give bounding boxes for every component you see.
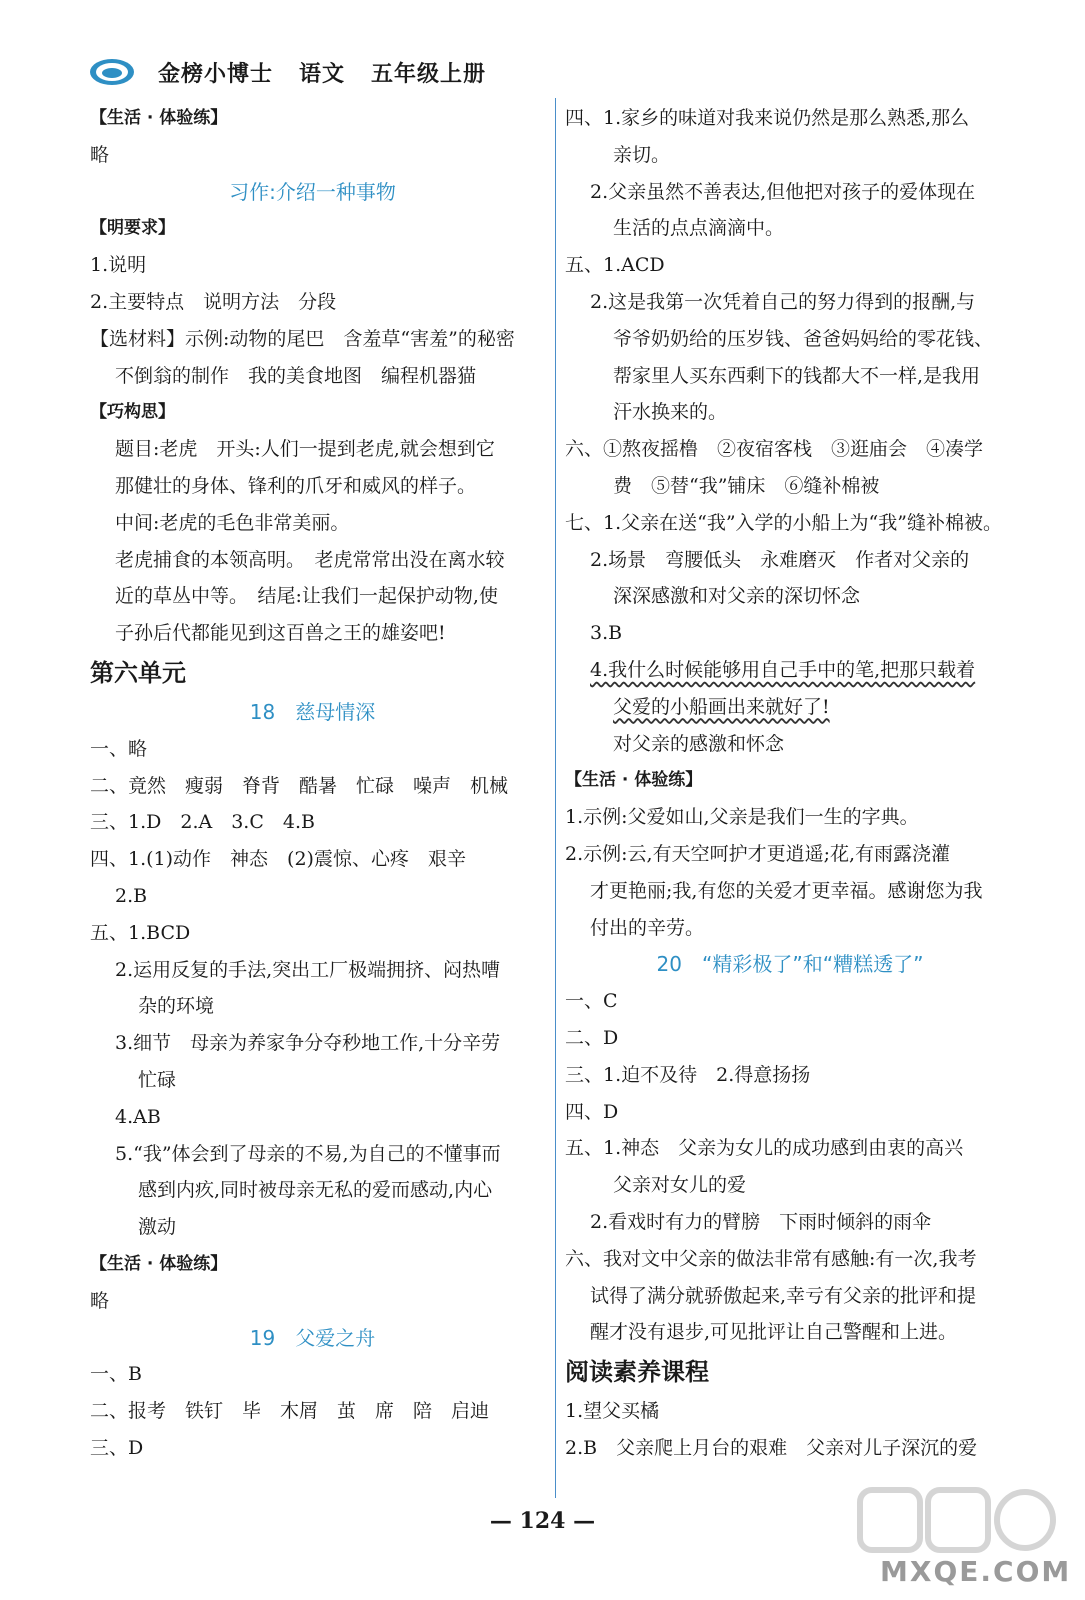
left-line: 4.AB (115, 1105, 161, 1128)
left-line: 子孙后代都能见到这百兽之王的雄姿吧! (115, 622, 446, 645)
right-line: 汗水换来的。 (613, 401, 728, 424)
right-line: 付出的辛劳。 (590, 916, 705, 939)
right-line: 2.示例:云,有天空呵护才更逍遥;花,有雨露浇灌 (565, 842, 951, 865)
left-line: 3.细节 母亲为养家争分夺秒地工作,十分辛劳 (115, 1032, 501, 1055)
left-line: 忙碌 (138, 1068, 177, 1091)
left-line: 杂的环境 (138, 995, 215, 1018)
watermark-text: MXQE.COM (880, 1555, 1072, 1588)
right-line: 试得了满分就骄傲起来,幸亏有父亲的批评和提 (590, 1284, 977, 1307)
right-line: 父亲对女儿的爱 (613, 1174, 747, 1197)
left-line: 5.“我”体会到了母亲的不易,为自己的不懂事而 (115, 1142, 501, 1165)
left-line: 2.运用反复的手法,突出工厂极端拥挤、闷热嘈 (115, 958, 501, 981)
right-line: 五、1.ACD (565, 254, 665, 277)
right-line: 2.这是我第一次凭着自己的努力得到的报酬,与 (590, 290, 976, 313)
left-line: 二、报考 铁钉 毕 木屑 茧 席 陪 启迪 (90, 1400, 490, 1423)
left-line: 2.B (115, 884, 148, 907)
left-line: 18 慈母情深 (249, 699, 376, 724)
right-line: 二、D (565, 1026, 619, 1049)
right-line: 3.B (590, 622, 623, 645)
left-line: 【生活 · 体验练】 (90, 108, 228, 128)
page-header (88, 52, 486, 92)
left-line: 习作:介绍一种事物 (229, 179, 396, 204)
left-line: 近的草丛中等。 结尾:让我们一起保护动物,使 (115, 585, 498, 608)
left-line: 四、1.(1)动作 神态 (2)震惊、心疼 艰辛 (90, 848, 466, 871)
right-line: 2.父亲虽然不善表达,但他把对孩子的爱体现在 (590, 180, 976, 203)
right-line: 1.望父买橘 (565, 1400, 660, 1423)
book-name: 金榜小博士 (158, 61, 274, 87)
right-line: 三、1.迫不及待 2.得意扬扬 (565, 1063, 811, 1086)
left-line: 不倒翁的制作 我的美食地图 编程机器猫 (115, 364, 477, 387)
right-line: 五、1.神态 父亲为女儿的成功感到由衷的高兴 (565, 1137, 964, 1160)
left-line: 三、1.D 2.A 3.C 4.B (90, 811, 315, 834)
left-line: 一、略 (90, 737, 148, 760)
left-line: 略 (90, 143, 110, 166)
left-line: 三、D (90, 1436, 144, 1459)
left-line: 1.说明 (90, 254, 147, 277)
logo-icon (88, 57, 136, 87)
right-line: 一、C (565, 990, 618, 1013)
right-line: 爷爷奶奶给的压岁钱、爸爸妈妈给的零花钱、 (613, 327, 994, 350)
right-line: 帮家里人买东西剩下的钱都大不一样,是我用 (613, 364, 981, 387)
right-line: 阅读素养课程 (565, 1358, 709, 1387)
column-divider (555, 98, 556, 1498)
right-line: 四、D (565, 1100, 619, 1123)
left-line: 一、B (90, 1363, 142, 1386)
page-number: — 124 — (489, 1508, 596, 1534)
left-line: 中间:老虎的毛色非常美丽。 (115, 511, 350, 534)
left-line: 【选材料】示例:动物的尾巴 含羞草“害羞”的秘密 (90, 327, 515, 350)
left-column (90, 100, 535, 1467)
grade-name: 五年级上册 (371, 61, 487, 87)
left-line: 题目:老虎 开头:人们一提到老虎,就会想到它 (115, 438, 495, 461)
right-line: 对父亲的感激和怀念 (613, 732, 785, 755)
right-line: 2.B 父亲爬上月台的艰难 父亲对儿子深沉的爱 (565, 1436, 978, 1459)
left-line: 二、竟然 瘦弱 脊背 酷暑 忙碌 噪声 机械 (90, 774, 509, 797)
right-line: 六、我对文中父亲的做法非常有感触:有一次,我考 (565, 1247, 977, 1270)
right-line: 四、1.家乡的味道对我来说仍然是那么熟悉,那么 (565, 107, 970, 129)
left-line: 那健壮的身体、锋利的爪牙和威风的样子。 (115, 474, 477, 497)
right-line: 深深感激和对父亲的深切怀念 (613, 585, 861, 608)
right-line: 亲切。 (613, 143, 671, 166)
right-line: 4.我什么时候能够用自己手中的笔,把那只载着 (590, 658, 976, 681)
left-line: 略 (90, 1289, 110, 1312)
right-line: 才更艳丽;我,有您的关爱才更幸福。感谢您为我 (590, 879, 983, 902)
right-line: 2.场景 弯腰低头 永难磨灭 作者对父亲的 (590, 548, 970, 571)
left-line: 【巧构思】 (90, 402, 175, 423)
left-line: 老虎捕食的本领高明。 老虎常常出没在离水较 (115, 548, 505, 571)
right-line: 醒才没有退步,可见批评让自己警醒和上进。 (590, 1321, 958, 1344)
left-line: 【明要求】 (90, 218, 175, 239)
right-line: 20 “精彩极了”和“糟糕透了” (656, 952, 924, 977)
right-line: 【生活 · 体验练】 (565, 770, 703, 791)
right-line: 生活的点点滴滴中。 (613, 217, 785, 240)
right-line: 1.示例:父爱如山,父亲是我们一生的字典。 (565, 806, 919, 829)
left-line: 五、1.BCD (90, 921, 191, 944)
right-line: 七、1.父亲在送“我”入学的小船上为“我”缝补棉被。 (565, 511, 1002, 534)
right-line: 费 ⑤替“我”铺床 ⑥缝补棉被 (613, 474, 880, 497)
right-line: 2.看戏时有力的臂膀 下雨时倾斜的雨伞 (590, 1210, 932, 1233)
left-line: 激动 (138, 1216, 177, 1239)
subject-name: 语文 (299, 61, 346, 87)
left-line: 【生活 · 体验练】 (90, 1253, 228, 1274)
right-column (565, 100, 1015, 1467)
left-line: 感到内疚,同时被母亲无私的爱而感动,内心 (138, 1179, 493, 1202)
left-line: 2.主要特点 说明方法 分段 (90, 290, 337, 313)
left-line: 19 父爱之舟 (249, 1325, 376, 1350)
right-line: 父爱的小船画出来就好了! (613, 695, 830, 718)
left-line: 第六单元 (90, 658, 186, 687)
right-line: 六、①熬夜摇橹 ②夜宿客栈 ③逛庙会 ④凑学 (565, 438, 984, 461)
